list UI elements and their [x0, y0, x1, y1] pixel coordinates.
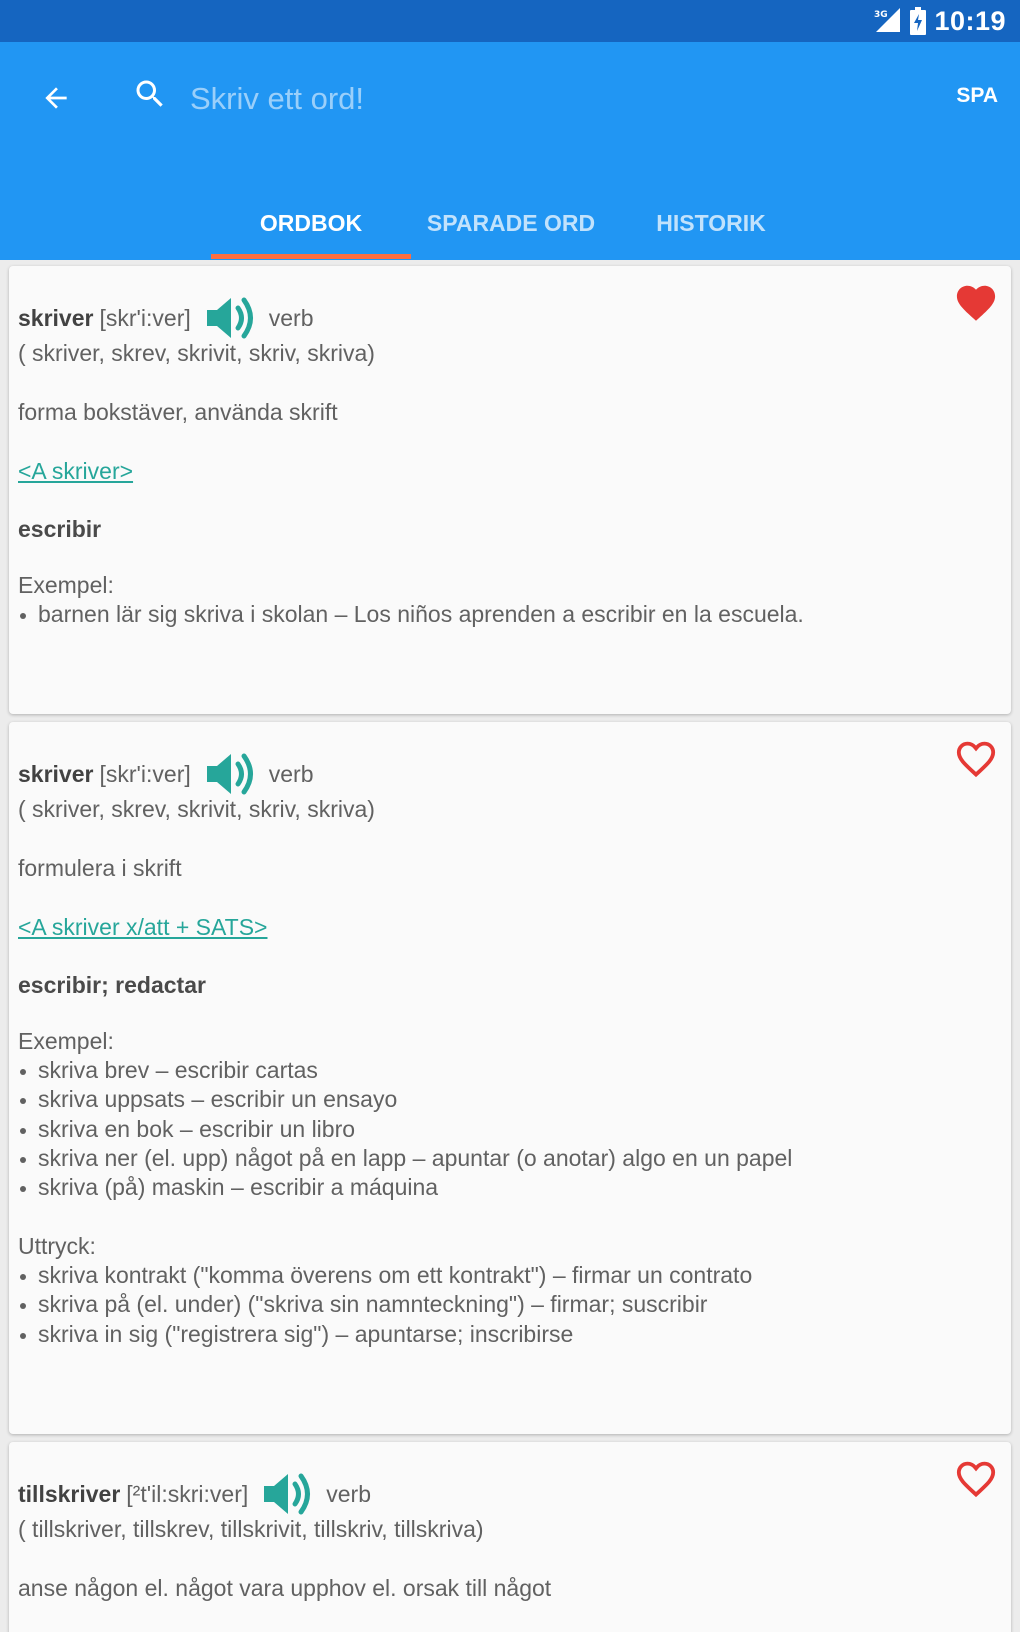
idioms-list	[18, 1232, 752, 1349]
tab-label: HISTORIK	[656, 210, 766, 236]
app-bar	[0, 42, 1020, 260]
list-item: barnen lär sig skriva i skolan – Los niños aprenden a escribir en la escuela.	[18, 600, 804, 629]
battery-icon	[910, 7, 926, 40]
entry-word: tillskriver	[18, 1480, 121, 1507]
examples-label: Exempel:	[18, 1028, 114, 1054]
entry-pos: verb	[268, 760, 314, 787]
list-item: skriva på (el. under) ("skriva sin namnteckning") – firmar; suscribir	[18, 1290, 752, 1319]
entry-card	[9, 266, 1011, 714]
entry-header	[18, 746, 314, 802]
entry-header	[18, 290, 314, 346]
entry-phonetic: [²t'il:skri:ver]	[126, 1480, 249, 1507]
signal-icon	[874, 8, 900, 37]
network-type-label: 3G	[874, 10, 888, 20]
tab-sparade-ord[interactable]	[411, 192, 611, 260]
dictionary-results[interactable]	[0, 260, 1020, 1632]
list-item: skriva (på) maskin – escribir a máquina	[18, 1173, 792, 1202]
back-button[interactable]	[30, 72, 82, 124]
entry-definition: anse någon el. något vara upphov el. orsak till något	[18, 1575, 552, 1601]
list-item: skriva in sig ("registrera sig") – apuntarse; inscribirse	[18, 1320, 752, 1349]
entry-card	[9, 1442, 1011, 1632]
entry-word: skriver	[18, 304, 94, 331]
heart-filled-icon[interactable]	[953, 280, 999, 322]
entry-definition: formulera i skrift	[18, 855, 182, 881]
list-item: skriva brev – escribir cartas	[18, 1056, 792, 1085]
entry-forms: ( skriver, skrev, skrivit, skriv, skriva)	[18, 340, 375, 366]
arrow-back-icon	[40, 82, 72, 114]
entry-phonetic: [skr'i:ver]	[99, 760, 191, 787]
list-item: skriva ner (el. upp) något på en lapp – apuntar (o anotar) algo en un papel	[18, 1144, 792, 1173]
list-item: skriva kontrakt ("komma överens om ett kontrakt") – firmar un contrato	[18, 1261, 752, 1290]
tab-label: ORDBOK	[259, 210, 363, 236]
list-item: skriva en bok – escribir un libro	[18, 1115, 792, 1144]
tab-label: SPARADE ORD	[426, 210, 596, 236]
status-bar	[0, 0, 1020, 42]
entry-pos: verb	[326, 1480, 371, 1507]
entry-word: skriver	[18, 760, 94, 787]
heart-outline-icon[interactable]	[953, 736, 999, 778]
examples-label: Exempel:	[18, 572, 114, 598]
entry-forms: ( skriver, skrev, skrivit, skriv, skriva)	[18, 796, 375, 822]
entry-card	[9, 722, 1011, 1434]
language-button[interactable]: SPA	[956, 84, 998, 107]
entry-forms: ( tillskriver, tillskrev, tillskrivit, tillskriv, tillskriva)	[18, 1516, 484, 1542]
entry-construction-link[interactable]: <A skriver>	[18, 458, 134, 484]
tab-indicator	[211, 254, 411, 259]
tab-ordbok[interactable]	[211, 192, 411, 260]
search-icon	[132, 76, 168, 117]
entry-translation: escribir	[18, 516, 102, 542]
speaker-icon[interactable]	[205, 750, 257, 798]
entry-construction-link[interactable]: <A skriver x/att + SATS>	[18, 914, 268, 940]
entry-definition: forma bokstäver, använda skrift	[18, 399, 338, 425]
examples-list	[18, 571, 804, 629]
list-item: skriva uppsats – escribir un ensayo	[18, 1085, 792, 1114]
speaker-icon[interactable]	[205, 294, 257, 342]
status-time: 10:19	[934, 6, 1006, 36]
entry-translation: escribir; redactar	[18, 972, 206, 998]
speaker-icon[interactable]	[262, 1470, 314, 1518]
tab-historik[interactable]	[611, 192, 811, 260]
entry-header	[18, 1466, 371, 1522]
examples-list	[18, 1027, 792, 1202]
idioms-label: Uttryck:	[18, 1233, 96, 1259]
search-input[interactable]	[190, 72, 870, 126]
entry-pos: verb	[268, 304, 314, 331]
entry-phonetic: [skr'i:ver]	[99, 304, 191, 331]
heart-outline-icon[interactable]	[953, 1456, 999, 1498]
